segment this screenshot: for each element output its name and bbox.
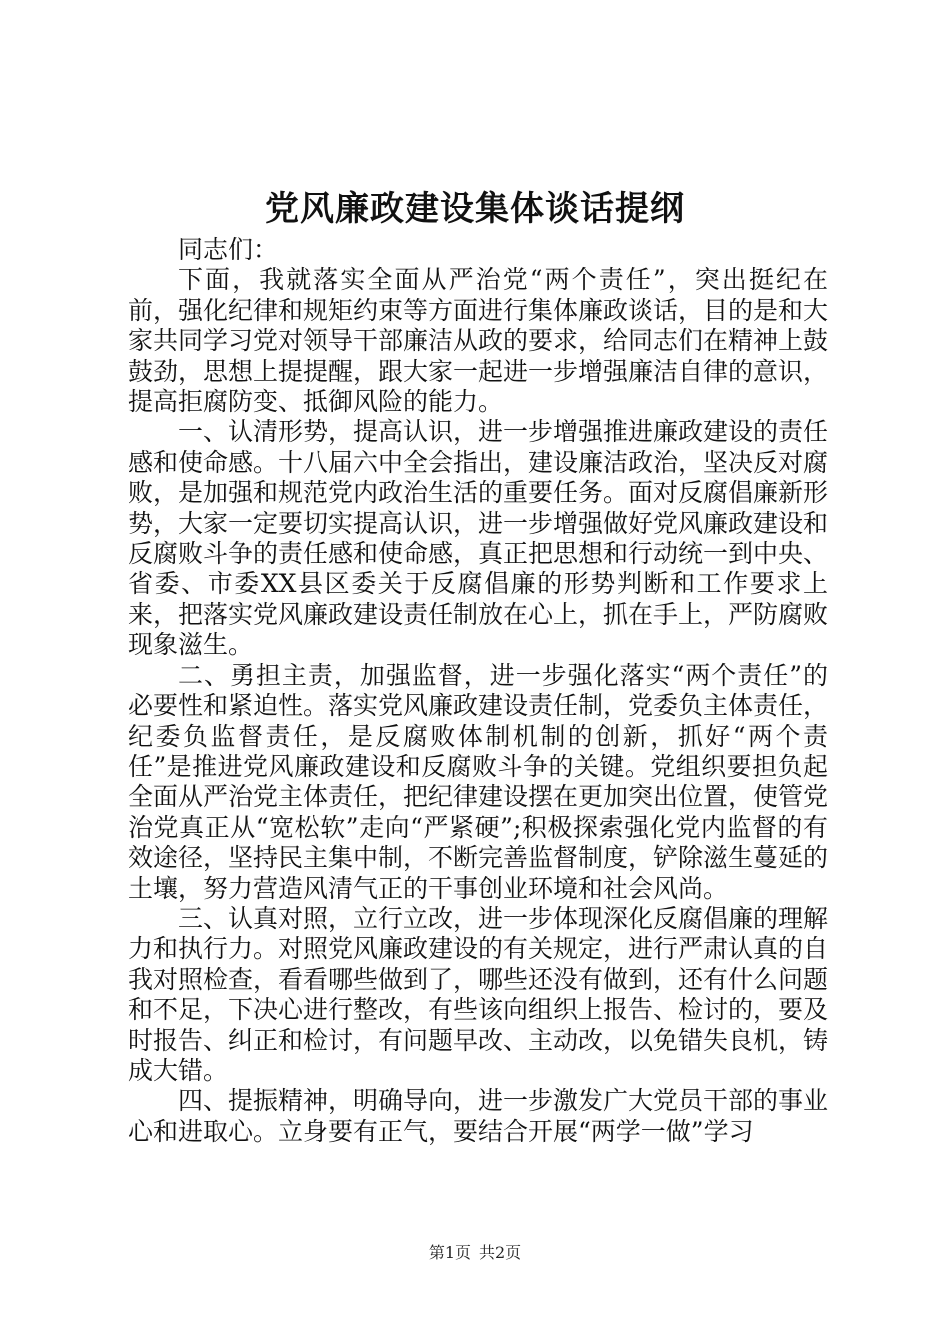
paragraph-section-1: 一、认清形势，提高认识，进一步增强推进廉政建设的责任感和使命感。十八届六中全会指出，建设廉洁政治，坚决反对腐败，是加强和规范党内政治生活的重要任务。面对反腐倡廉新形势，大家一定要切实提高认识，进一步增强做好党风廉政建设和反腐败斗争的责任感和使命感，真正把思想和行动统一到中央、省委、市委XX县区委关于反腐倡廉的形势判断和工作要求上来，把落实党风廉政建设责任制放在心上，抓在手上，严防腐败现象滋生。 [128, 417, 829, 660]
paragraph-section-2: 二、勇担主责，加强监督，进一步强化落实“两个责任”的必要性和紧迫性。落实党风廉政建设责任制，党委负主体责任，纪委负监督责任，是反腐败体制机制的创新，抓好“两个责任”是推进党风廉政建设和反腐败斗争的关键。党组织要担负起全面从严治党主体责任，把纪律建设摆在更加突出位置，使管党治党真正从“宽松软”走向“严紧硬”;积极探索强化党内监督的有效途径，坚持民主集中制，不断完善监督制度，铲除滋生蔓延的土壤，努力营造风清气正的干事创业环境和社会风尚。 [128, 660, 829, 903]
page-number: 第1页 [428, 1243, 471, 1262]
paragraph-section-3: 三、认真对照，立行立改，进一步体现深化反腐倡廉的理解力和执行力。对照党风廉政建设的有关规定，进行严肃认真的自我对照检查，看看哪些做到了，哪些还没有做到，还有什么问题和不足，下决心进行整改，有些该向组织上报告、检讨的，要及时报告、纠正和检讨，有问题早改、主动改，以免错失良机，铸成大错。 [128, 903, 829, 1085]
page-total: 共2页 [479, 1243, 522, 1262]
document-title: 党风廉政建设集体谈话提纲 [265, 189, 685, 229]
page-footer [0, 1242, 950, 1264]
document-body [128, 235, 828, 1147]
greeting: 同志们： [178, 235, 279, 264]
paragraph-section-4: 四、提振精神，明确导向，进一步激发广大党员干部的事业心和进取心。立身要有正气，要结合开展“两学一做”学习 [128, 1086, 829, 1146]
paragraph-intro: 下面，我就落实全面从严治党“两个责任”，突出挺纪在前，强化纪律和规矩约束等方面进行集体廉政谈话，目的是和大家共同学习党对领导干部廉洁从政的要求，给同志们在精神上鼓鼓劲，思想上提提醒，跟大家一起进一步增强廉洁自律的意识，提高拒腐防变、抵御风险的能力。 [128, 265, 829, 417]
